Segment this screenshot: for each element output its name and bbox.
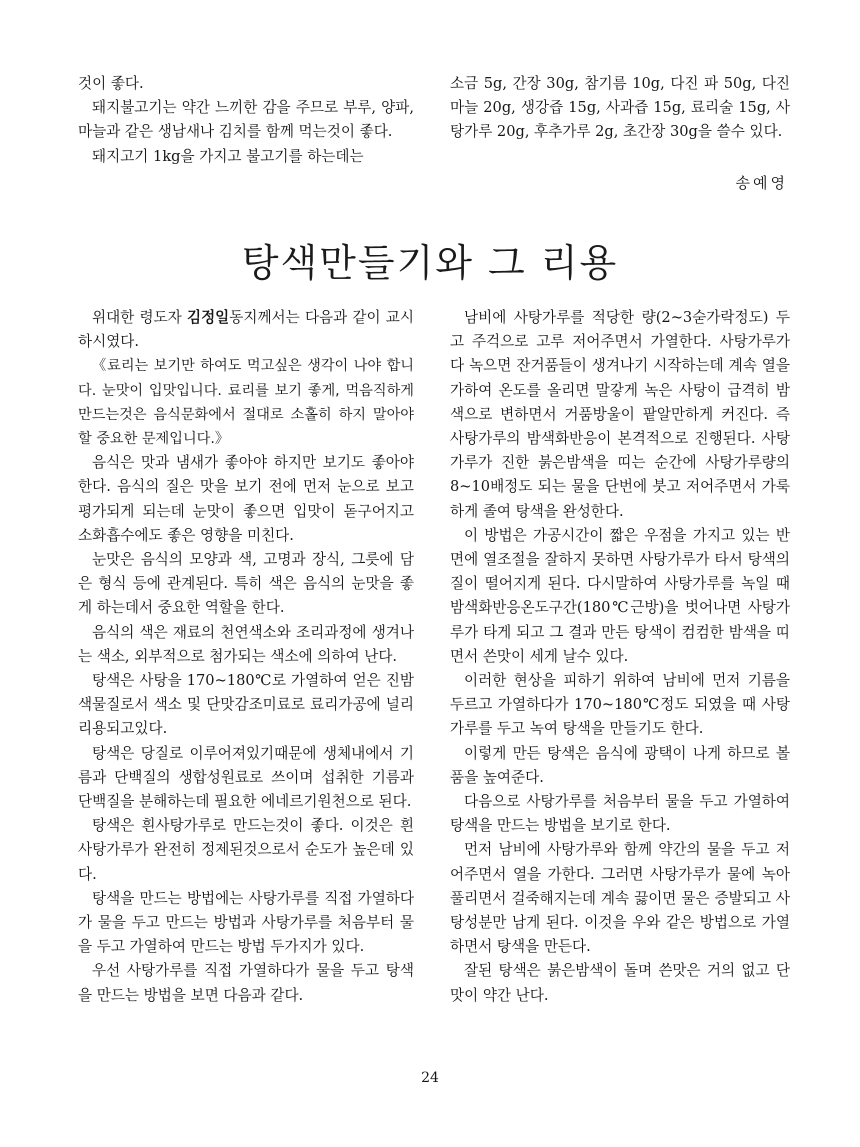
paragraph: 소금 5g, 간장 30g, 참기름 10g, 다진 파 50g, 다진 마늘 20g, 생강즙 15g, 사과즙 15g, 료리술 15g, 사탕가루 20g, 후추가루 2g, 초간장 30g을 쓸수 있다. xyxy=(450,75,790,141)
paragraph: 돼지고기 1kg을 가지고 불고기를 하는데는 xyxy=(92,147,364,165)
paragraph: 탕색을 만드는 방법에는 사탕가루를 직접 가열하다가 물을 두고 만드는 방법과 사탕가루를 처음부터 물을 두고 가열하여 만드는 방법 두가지가 있다. xyxy=(78,889,414,956)
paragraph: 이러한 현상을 피하기 위하여 남비에 먼저 기름을 두르고 가열하다가 170~180℃정도 되였을 때 사탕가루를 두고 녹여 탕색을 만들기도 한다. xyxy=(450,672,790,738)
paragraph: 탕색은 사탕을 170~180℃로 가열하여 얻은 진밤색물질로서 색소 및 단맛감조미료로 료리가공에 널리 리용되고있다. xyxy=(78,672,414,738)
paragraph: 음식은 맛과 냄새가 좋아야 하지만 보기도 좋아야 한다. 음식의 질은 맛을 보기 전에 먼저 눈으로 보고 평가되게 되는데 눈맛이 좋으면 입맛이 돋구어지고 소화흡수에도 좋은 영향을 미친다. xyxy=(78,454,414,544)
intro-text: 위대한 령도자 xyxy=(92,309,187,326)
main-left-column xyxy=(78,306,414,1008)
article-title: 탕색만들기와 그 리용 xyxy=(241,241,619,285)
author-name: 송예영 xyxy=(735,174,788,192)
paragraph: 탕색은 흰사탕가루로 만드는것이 좋다. 이것은 흰사탕가루가 완전히 정제된것으로서 순도가 높은데 있다. xyxy=(78,817,414,883)
paragraph: 탕색은 당질로 이루어져있기때문에 생체내에서 기름과 단백질의 생합성원료로 쓰이며 섭취한 기름과 단백질을 분해하는데 필요한 에네르기원천으로 된다. xyxy=(78,744,414,811)
paragraph: 먼저 남비에 사탕가루와 함께 약간의 물을 두고 저어주면서 열을 가한다. 그러면 사탕가루가 물에 녹아 풀리면서 걸죽해지는데 계속 끓이면 물은 증발되고 사탕성분만 남게 된다. 이것을 우와 같은 방법으로 가열하면서 탕색을 만든다. xyxy=(450,841,790,956)
intro-paragraph xyxy=(78,306,414,354)
paragraph: 음식의 색은 재료의 천연색소와 조리과정에 생겨나는 색소, 외부적으로 첨가되는 색소에 의하여 난다. xyxy=(78,623,414,665)
paragraph: 눈맛은 음식의 모양과 색, 고명과 장식, 그릇에 담은 형식 등에 관계된다. 특히 색은 음식의 눈맛을 좋게 하는데서 중요한 역할을 한다. xyxy=(78,551,414,617)
paragraph: 것이 좋다. xyxy=(78,75,144,92)
page-number: 24 xyxy=(421,1070,439,1086)
paragraph: 돼지불고기는 약간 느끼한 감을 주므로 부루, 양파, 마늘과 같은 생남새나 김치를 함께 먹는것이 좋다. xyxy=(78,99,414,141)
paragraph: 다음으로 사탕가루를 처음부터 물을 두고 가열하여 탕색을 만드는 방법을 보기로 한다. xyxy=(450,793,790,835)
leader-name: 김정일 xyxy=(186,309,230,326)
paragraph: 이렇게 만든 탕색은 음식에 광택이 나게 하므로 볼품을 높여준다. xyxy=(450,744,790,786)
paragraph: 이 방법은 가공시간이 짧은 우점을 가지고 있는 반면에 열조절을 잘하지 못하면 사탕가루가 타서 탕색의 질이 떨어지게 된다. 다시말하여 사탕가루를 녹일 때 밤색화반응온도구간(180℃근방)을 벗어나면 사탕가루가 타게 되고 그 결과 만든 탕색이 컴컴한 밤색을 띠면서 쓴맛이 세게 날수 있다. xyxy=(450,526,790,665)
main-right-column xyxy=(450,306,790,1008)
top-left-column xyxy=(78,72,414,169)
paragraph: 우선 사탕가루를 직접 가열하다가 물을 두고 탕색을 만드는 방법을 보면 다음과 같다. xyxy=(78,962,414,1004)
paragraph: 잘된 탕색은 붉은밤색이 돌며 쓴맛은 거의 없고 단맛이 약간 난다. xyxy=(450,962,790,1004)
top-right-column xyxy=(450,72,790,145)
intro-text: 동지께서는 다음과 같이 교시하시였다. xyxy=(78,309,414,351)
quotation: 《료리는 보기만 하여도 먹고싶은 생각이 나야 합니다. 눈맛이 입맛입니다. 료리를 보기 좋게, 먹음직하게 만드는것은 음식문화에서 절대로 소홀히 하지 말아야 할 중요한 문제입니다.》 xyxy=(78,358,414,448)
paragraph: 남비에 사탕가루를 적당한 량(2~3숟가락정도) 두고 주걱으로 고루 저어주면서 가열한다. 사탕가루가 다 녹으면 잔거품들이 생겨나기 시작하는데 계속 열을 가하여 온도를 올리면 말갛게 녹은 사탕이 급격히 밤색으로 변하면서 거품방울이 팥알만하게 커진다. 즉 사탕가루의 밤색화반응이 본격적으로 진행된다. 사탕가루가 진한 붉은밤색을 띠는 순간에 사탕가루량의 8~10배정도 되는 물을 단번에 붓고 저어주면서 가룩하게 졸여 탕색을 완성한다. xyxy=(450,309,790,520)
